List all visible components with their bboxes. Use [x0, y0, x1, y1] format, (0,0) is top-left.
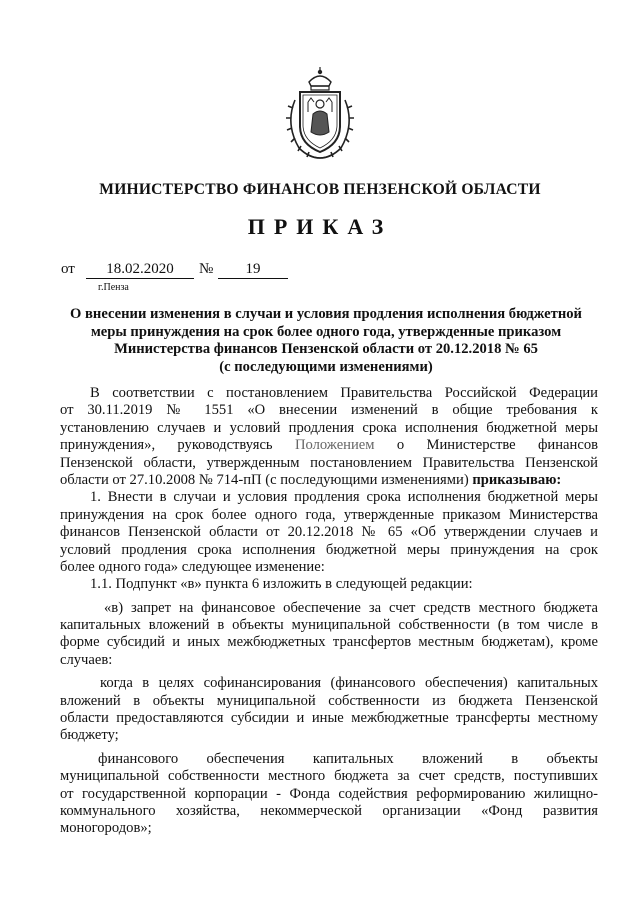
- title-line: О внесении изменения в случаи и условия продления исполнения бюджетной: [70, 306, 582, 322]
- text-line: случаев:: [60, 651, 113, 668]
- text-line: финансов Пензенской области от 20.12.2018 № 65 «Об утверждении случаев и: [60, 524, 598, 541]
- text-line: бюджету;: [60, 727, 119, 744]
- regulation-link[interactable]: Положением: [294, 437, 375, 454]
- document-type: ПРИКАЗ: [247, 214, 393, 239]
- text-line: от 30.11.2019 № 1551 «О внесении изменений в общие требования к: [60, 402, 598, 419]
- text-line: форме субсидий и иных межбюджетных трансфертов местным бюджетам), кроме: [60, 634, 598, 651]
- text-line: финансового обеспечения капитальных вложений в объекты: [98, 750, 598, 767]
- text-fragment: о Министерстве финансов: [396, 437, 599, 454]
- coat-of-arms-icon: [281, 66, 359, 162]
- text-line: установлению случаев и условий продления срока исполнения бюджетной меры: [60, 419, 598, 436]
- city-label: г.Пенза: [98, 282, 129, 293]
- ministry-name: МИНИСТЕРСТВО ФИНАНСОВ ПЕНЗЕНСКОЙ ОБЛАСТИ: [99, 181, 541, 198]
- text-line: Пензенской области, утвержденным постановлением Правительства Пензенской: [60, 454, 598, 471]
- title-line: Министерства финансов Пензенской области от 20.12.2018 № 65: [114, 341, 538, 357]
- text-line: [60, 437, 598, 454]
- title-line: (с последующими изменениями): [219, 358, 433, 375]
- document-date: 18.02.2020: [86, 261, 194, 279]
- document-title: [56, 306, 596, 376]
- text-line: от государственной корпорации - Фонда содействия реформированию жилищно-: [60, 785, 598, 802]
- date-prefix: от: [61, 261, 75, 277]
- text-fragment: области от 27.10.2008 № 714-пП (с последующими изменениями): [60, 471, 469, 488]
- title-line: меры принуждения на срок более одного года, утвержденные приказом: [90, 323, 562, 340]
- order-keyword: приказываю:: [472, 471, 562, 488]
- text-line: условий продления срока исполнения бюджетной меры принуждения на срок: [60, 541, 598, 558]
- document-number: 19: [218, 261, 288, 279]
- text-line: муниципальной собственности местного бюджета за счет средств, поступивших: [60, 768, 598, 785]
- text-line: принуждения на срок более одного года, утвержденные приказом Министерства: [60, 506, 598, 523]
- text-line: коммунального хозяйства, некоммерческой организации «Фонд развития: [60, 802, 598, 819]
- text-line: 1.1. Подпункт «в» пункта 6 изложить в следующей редакции:: [90, 576, 473, 593]
- text-line: «в) запрет на финансовое обеспечение за счет средств местного бюджета: [104, 599, 598, 616]
- text-line: области предоставляются субсидии и иные межбюджетные трансферты местному: [60, 710, 598, 727]
- text-line: 1. Внести в случаи и условия продления срока исполнения бюджетной меры: [90, 489, 598, 506]
- text-line: В соответствии с постановлением Правительства Российской Федерации: [90, 385, 598, 401]
- text-line: более одного года» следующее изменение:: [60, 558, 325, 575]
- text-line: капитальных вложений в объекты муниципальной собственности (в том числе в: [60, 617, 598, 634]
- text-line: [60, 472, 598, 489]
- text-line: моногородов»;: [60, 820, 152, 837]
- text-line: когда в целях софинансирования (финансового обеспечения) капитальных: [100, 675, 598, 692]
- text-fragment: принуждения», руководствуясь: [60, 437, 273, 454]
- text-line: вложений в объекты муниципальной собственности из бюджета Пензенской: [60, 692, 598, 709]
- number-prefix: №: [199, 261, 214, 277]
- document-body: [60, 385, 598, 838]
